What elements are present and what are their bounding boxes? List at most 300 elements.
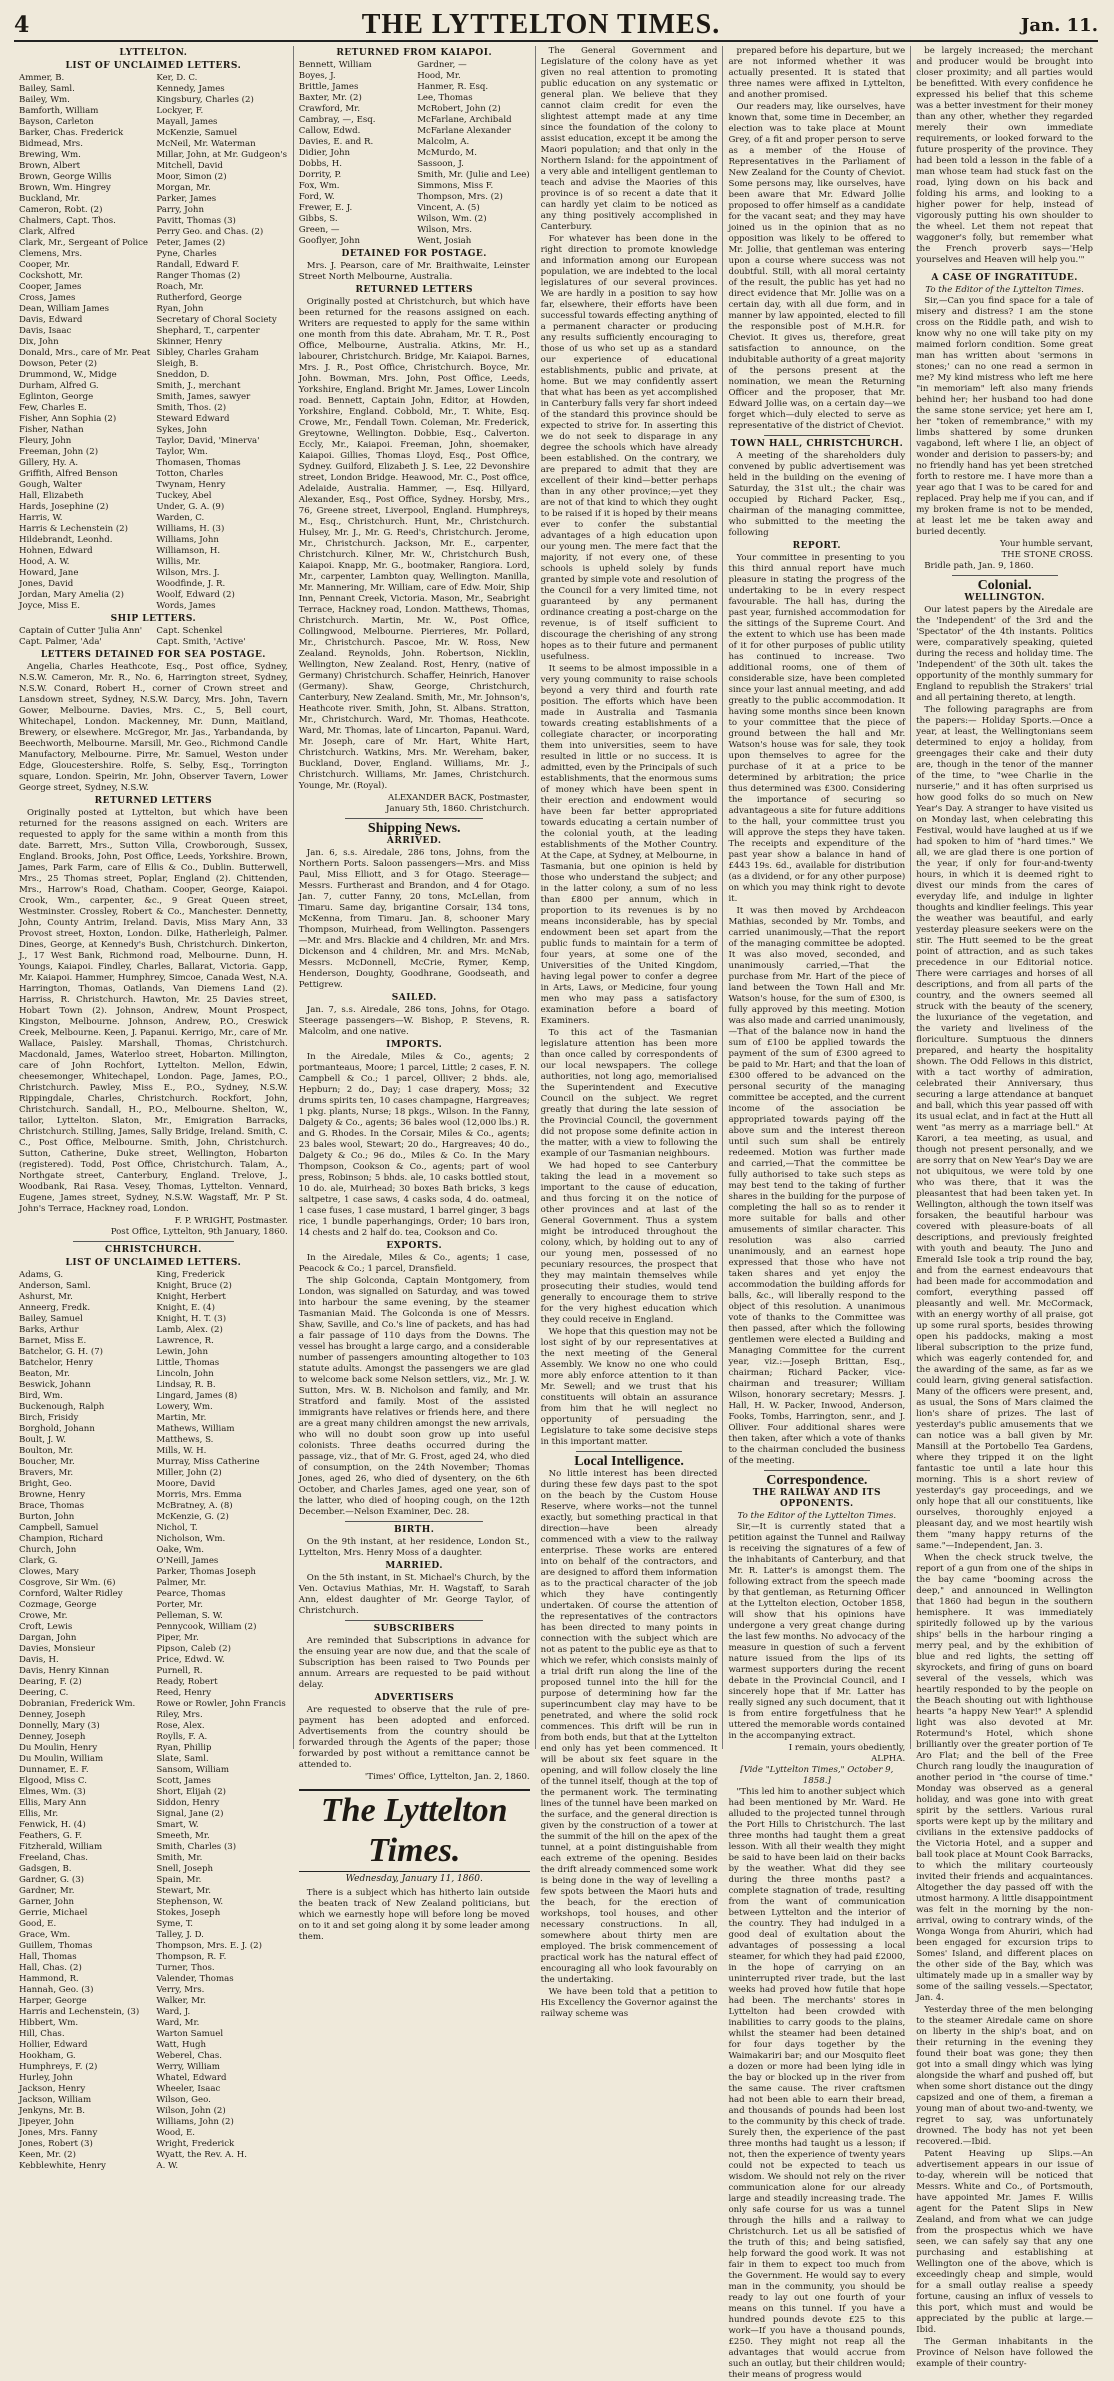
list-item: Warden, C. (156, 513, 205, 523)
list-item: Anneerg, Fredk. (19, 1303, 91, 1313)
list-item: Bailey, Wm. (19, 95, 70, 105)
list-item: Secretary of Choral Society (156, 315, 277, 325)
sailed-text: Jan. 7, s.s. Airedale, 286 tons, Johns, for Otago. Steerage passengers—W. Bishop, P. Stevens, R. Malcolm, and one native. (298, 1005, 530, 1037)
list-item: Knight, Herbert (156, 1292, 226, 1302)
advertisers-text: Are requested to observe that the rule of pre-payment has been adopted and enforced. Advertisements from the country should be forwarded through the Agents of the paper; those forwarded by post without a remittance cannot be attended to. (298, 1705, 530, 1770)
section-heading: LYTTELTON. (119, 48, 188, 58)
column-4 (723, 46, 911, 2380)
list-item: Sneddon, D. (156, 370, 210, 380)
list-item: Boulton, Mr. (19, 1446, 74, 1456)
list-item: Bright, Geo. (19, 1479, 72, 1489)
list-item: Hohnen, Edward (19, 546, 93, 556)
list-item: Buckenough, Ralph (19, 1402, 105, 1412)
list-item: Wilson, Geo. (156, 2095, 211, 2105)
list-item: Hall, Thomas (19, 1952, 77, 1962)
list-item: Elmes, Wm. (3) (19, 1787, 86, 1797)
christchurch-letters-list (19, 1270, 288, 2172)
list-item: Beaton, Mr. (19, 1369, 70, 1379)
section-subheading: BIRTH. (393, 1525, 435, 1535)
list-item: Hildebrandt, Leonhd. (19, 535, 113, 545)
section-subheading: EXPORTS. (386, 1241, 443, 1251)
list-item: Wright, Frederick (156, 2139, 235, 2149)
list-item: Martin, Mr. (156, 1413, 207, 1423)
list-item: Hurley, John (19, 2073, 73, 2083)
list-item: Davies, E. and R. (298, 137, 374, 147)
list-item: Brewing, Wm. (19, 150, 81, 160)
list-item: King, Frederick (156, 1270, 225, 1280)
section-heading: A CASE OF INGRATITUDE. (931, 273, 1078, 283)
list-item: Rose, Alex. (156, 1721, 205, 1731)
list-item: McKenzie, Samuel (156, 128, 238, 138)
list-item: Jordan, Mary Amelia (2) (19, 590, 124, 600)
list-item: Purnell, R. (156, 1666, 203, 1676)
list-item: Harris and Lechenstein, (3) (19, 2007, 140, 2017)
list-item: Hood, Mr. (417, 71, 461, 81)
list-item: Cozmage, George (19, 1600, 97, 1610)
list-item: Du Moulin, William (19, 1754, 104, 1764)
editorial-paragraph: It seems to be almost impossible in a very young community to raise schools beyond a very third and fourth rate position. The efforts which have been made in Australia and Tasmania towards creating establishments of a collegiate character, or incorporating them into universities, seem to have resulted in little or no success. It is admitted, even by the Principals of such establishments, that the enormous sums of money which have been spent in their erection and endowment would have been far better appropriated towards educating a certain number of the colonial youth, at the leading establishments of the Mother Country. At the Cape, at Sydney, at Melbourne, in Tasmania, but one opinion is held by those who understand the subject; and in the latter colony, a sum of no less than £800 per annum, which in proportion to its revenues is by no means inconsiderable, has by special endowment been set apart from the public funds to maintain for a term of four years, at some one of the Universities of the United Kingdom, having legal power to confer a degree in Arts, Laws, or Medicine, four young men who may pass a satisfactory examination before a board of Examiners. (540, 664, 718, 1026)
list-item: Ellis, Mr. (19, 1809, 59, 1819)
list-item: Sansom, William (156, 1765, 230, 1775)
list-item: Harris, W. (19, 513, 63, 523)
list-item: Lamb, Alex. (2) (156, 1325, 223, 1335)
list-item: Brace, Thomas (19, 1501, 85, 1511)
list-item: Gadsgen, B. (19, 1864, 72, 1874)
list-item: Nichol, T. (156, 1523, 198, 1533)
list-item: McBratney, A. (8) (156, 1501, 233, 1511)
list-item: Parker, Thomas Joseph (156, 1567, 256, 1577)
newspaper-title: THE LYTTELTON TIMES. (361, 9, 721, 40)
list-item: Lowery, Wm. (156, 1402, 213, 1412)
divider (345, 1521, 484, 1522)
page-number: 4 (14, 12, 30, 38)
list-item: Brown, Wm. Hingrey (19, 183, 111, 193)
list-item: Morgan, Mr. (156, 183, 211, 193)
exports-text: In the Airedale, Miles & Co., agents; 1 case, Peacock & Co.; 1 parcel, Dransfield. (298, 1253, 530, 1274)
list-item: Crawford, Mr. (298, 104, 361, 114)
list-item: Little, Thomas (156, 1358, 220, 1368)
divider (345, 818, 484, 819)
list-item: Went, Josiah (417, 236, 472, 246)
subscribers-text: Are reminded that Subscriptions in advance for the ensuing year are now due, and that the scale of Subscription has been raised to Two Pounds per annum. Arrears are requested to be paid without delay. (298, 1636, 530, 1690)
list-item: Eglinton, George (19, 392, 94, 402)
issue-date: Jan. 11. (1020, 14, 1098, 36)
list-item: McFarlane, Archibald (417, 115, 512, 125)
list-item: Hollier, Edward (19, 2040, 88, 2050)
list-item: Parker, James (156, 194, 217, 204)
list-item: Davies, Monsieur (19, 1644, 95, 1654)
list-item: Clowes, Mary (19, 1567, 79, 1577)
list-item: Pearce, Thomas (156, 1589, 226, 1599)
list-item: Jones, David (19, 579, 74, 589)
list-item: Cambray, —, Esq. (298, 115, 376, 125)
list-item: Boult, J. W. (19, 1435, 66, 1445)
letter-salutation: To the Editor of the Lyttelton Times. (925, 285, 1084, 295)
list-item: Dunnamer, E. F. (19, 1765, 89, 1775)
column-1 (14, 46, 294, 2171)
list-item: Donnelly, Mary (3) (19, 1721, 100, 1731)
list-item: Clemens, Mrs. (19, 249, 83, 259)
list-item: Crowe, Mr. (19, 1611, 68, 1621)
list-item: Siddon, Henry (156, 1798, 220, 1808)
letter-closing: Your humble servant, (999, 539, 1093, 549)
list-item: Clark, G. (19, 1556, 58, 1566)
list-item: Dobbs, H. (298, 159, 342, 169)
list-item: Humphreys, F. (2) (19, 2062, 98, 2072)
list-item: Smith, Mr. (Julie and Lee) (417, 170, 530, 180)
list-item: Short, Elijah (2) (156, 1787, 227, 1797)
list-item: Davis, Isaac (19, 326, 72, 336)
editorial-paragraph: To this act of the Tasmanian legislature attention has been more than once called by correspondents of our local newspapers. The college authorities, not long ago, memorialised the Superintendent and Executive Council on the subject. We regret greatly that during the late session of the Provincial Council, the government did not propose some definite action in the matter, with a view to following the example of our Tasmanian neighbours. (540, 1028, 718, 1159)
section-heading: RETURNED FROM KAIAPOI. (336, 48, 493, 58)
list-item: Malcolm, A. (417, 137, 470, 147)
list-item: Verry, Mrs. (156, 1985, 205, 1995)
list-item: Capt. Smith, 'Active' (156, 637, 246, 647)
list-item: Murray, Miss Catherine (156, 1457, 260, 1467)
list-item: Gardner, Mr. (19, 1886, 75, 1896)
section-subheading: ADVERTISERS (374, 1693, 454, 1703)
list-item: Mathews, William (156, 1424, 235, 1434)
shipping-heading: Shipping News. (367, 821, 461, 836)
list-item: Borghold, Johann (19, 1424, 95, 1434)
birth-text: On the 9th instant, at her residence, London St., Lyttelton, Mrs. Henry Moss of a daughter. (298, 1537, 530, 1558)
list-item: Willis, Mr. (156, 557, 201, 567)
list-item: Wheeler, Isaac (156, 2084, 221, 2094)
list-item: Mitchell, David (156, 161, 223, 171)
signature: F. P. WRIGHT, Postmaster. (174, 1216, 288, 1226)
list-item: Nicholson, Wm. (156, 1534, 226, 1544)
list-item: Keen, Mr. (2) (19, 2150, 76, 2160)
column-2 (294, 46, 536, 1942)
list-item: Barnet, Miss E. (19, 1336, 87, 1346)
list-item: Spain, Mr. (156, 1875, 202, 1885)
section-heading: LETTERS DETAINED FOR SEA POSTAGE. (40, 650, 266, 660)
list-item: Mayall, James (156, 117, 218, 127)
signature: ALEXANDER BACK, Postmaster, (387, 793, 530, 803)
citation: [Vide "Lyttelton Times," October 9, 1858.] (740, 1765, 894, 1786)
list-item: Wyatt, the Rev. A. H. (156, 2150, 247, 2160)
list-item: Pavitt, Thomas (3) (156, 216, 236, 226)
list-item: Dowson, Peter (2) (19, 359, 98, 369)
list-item: Weberel, Chas. (156, 2051, 222, 2061)
list-item: Roach, Mr. (156, 282, 204, 292)
list-item: Williams, H. (3) (156, 524, 225, 534)
list-item: Pennycook, William (2) (156, 1622, 257, 1632)
list-item: Feathers, G. F. (19, 1831, 83, 1841)
list-item: Slate, Saml. (156, 1754, 209, 1764)
divider (764, 435, 870, 436)
list-item: Parry, John (156, 205, 204, 215)
list-item: Ford, W. (298, 192, 335, 202)
list-item: Gardner, — (417, 60, 467, 70)
list-item: Gillery, Hy. A. (19, 458, 79, 468)
list-item: Knight, H. T. (3) (156, 1314, 227, 1324)
colonial-text: Patent Heaving up Slips.—An advertisement appears in our issue of to-day, wherein will be noticed that Messrs. White and Co., of Portsmouth, have appointed Mr. James F. Willis agent for the Patent Slips in New Zealand, and from what we can judge from the prospectus which we have seen, we can safely say that any one purchasing and establishing at Wellington one of the above, which is exceedingly cheap and simple, would for a small outlay realise a speedy fortune, causing an influx of vessels to this port, which must and would be appreciated by the public at large.—Ibid. (916, 2149, 1093, 2335)
list-item: Ammer, B. (19, 73, 65, 83)
section-heading: TOWN HALL, CHRISTCHURCH. (730, 439, 904, 449)
list-item: Hall, Chas. (2) (19, 1963, 82, 1973)
list-item: Jones, Mrs. Fanny (19, 2128, 98, 2138)
divider (73, 1241, 234, 1242)
list-item: Capt. Schenkel (156, 626, 223, 636)
list-item: Brown, Albert (19, 161, 81, 171)
list-item: Birch, Frisidy (19, 1413, 79, 1423)
section-subheading: IMPORTS. (386, 1040, 443, 1050)
list-item: Hammond, R. (19, 1974, 79, 1984)
list-item: Millar, John, at Mr. Gudgeon's (156, 150, 288, 160)
correspondence-heading: Correspondence. (766, 1473, 868, 1488)
list-item: Lewin, John (156, 1347, 208, 1357)
list-item: Fisher, Nathan (19, 425, 84, 435)
list-item: Talley, J. D. (156, 1930, 204, 1940)
list-item: Williamson, H. (156, 546, 221, 556)
detained-postage-text: Mrs. J. Pearson, care of Mr. Braithwaite, Leinster Street North Melbourne, Australia. (298, 261, 530, 282)
arrived-text: Jan. 6, s.s. Airedale, 286 tons, Johns, from the Northern Ports. Saloon passengers—Mrs. and Miss Paul, Miss Elliott, and 3 for Otago. Steerage—Messrs. Furtherast and Brandon, and 4 for Otago. Jan. 7, cutter Fanny, 20 tons, McLellan, from Timaru. Same day, brigantine Corsair, 134 tons, McKenna, from Timaru. Jan. 8, schooner Mary Thompson, Muirhead, from Wellington. Passengers—Mr. and Mrs. Blackie and 4 children, Mr. and Mrs. Dickenson and 4 children, Mr. and Mrs. McNab, Messrs. McDonnell, McCrie, Rymer, Kemp, Henderson, Doughty, Goodhrane, Goodseath, and Pettigrew. (298, 848, 530, 990)
list-item: Ward, J. (156, 2007, 191, 2017)
list-item: Baxter, Mr. (2) (298, 93, 362, 103)
list-item: Barks, Arthur (19, 1325, 79, 1335)
list-item: Dix, John (19, 337, 59, 347)
list-item: Ker, D. C. (156, 73, 198, 83)
list-item: Smith, James, sawyer (156, 392, 251, 402)
list-item: A. W. (156, 2161, 179, 2171)
section-subheading: SAILED. (391, 993, 437, 1003)
list-item: Dorrity, P. (298, 170, 342, 180)
list-item: Gooflyer, John (298, 236, 360, 246)
list-item: Denney, Joseph (19, 1732, 86, 1742)
list-item: Miller, John (2) (156, 1468, 222, 1478)
list-item: Church, John (19, 1545, 77, 1555)
list-item: Du Moulin, Henry (19, 1743, 98, 1753)
list-item: Rutherford, George (156, 293, 242, 303)
list-item: Smith, Charles (3) (156, 1842, 237, 1852)
section-heading: RETURNED LETTERS (94, 796, 213, 806)
list-item: Chalmers, Capt. Thos. (19, 216, 116, 226)
list-item: Warton Samuel (156, 2029, 224, 2039)
list-item: Sibley, Charles Graham (156, 348, 259, 358)
list-item: Hannah, Geo. (3) (19, 1985, 94, 1995)
local-intelligence-heading: Local Intelligence. (574, 1454, 684, 1469)
list-item: Wilson, John (2) (156, 2106, 226, 2116)
list-item: Kebblewhite, Henry (19, 2161, 106, 2171)
section-subheading: MARRIED. (385, 1561, 444, 1571)
married-text: On the 5th instant, in St. Michael's Church, by the Ven. Octavius Mathias, Mr. H. Wagstaff, to Sarah Ann, eldest daughter of Mr. George Taylor, of Christchurch. (298, 1573, 530, 1616)
section-heading: CHRISTCHURCH. (104, 1245, 202, 1255)
list-item: Moore, David (156, 1479, 216, 1489)
list-item: Davis, H. (19, 1655, 59, 1665)
list-item: Thompson, Mrs. E. J. (2) (156, 1941, 262, 1951)
list-item: Champion, Richard (19, 1534, 104, 1544)
list-item: Wilson, Mrs. J. (156, 568, 220, 578)
banner-title: The Lyttelton Times. (299, 1789, 530, 1872)
editorial-text: There is a subject which has hitherto lain outside the beaten track of New Zealand politicians, but which we earnestly hope will before long be moved on to it and set going along it by some leader among them. (298, 1888, 530, 1942)
quoted-text: "This led him to another subject which had been mentioned by Mr. Ward. He alluded to the projected tunnel through the Port Hills to Christchurch. The last three months had taught them a great lesson. With all their wealth they might be said to have been laid on their backs by the weather. What did they see during the three months past? a complete stagnation of trade, resulting from the want of communication between Lyttelton and the interior of the country. They had indulged in a good deal of exultation about the advantages of possessing a local steamer, for which they had paid £2000, in the hope of carrying on an uninterrupted river trade, but the last weeks had proved how futile that hope had been. The merchants' stores in Lyttelton had been crowded with inabilities to carry goods to the plains, whilst the steamer had been detained for four days together by the Waimakariri bar; and our Mosquito fleet a dozen or more had been lying idle in the bay or blocked up in the river from the same cause. The river craftsmen had not been able to earn their bread, and thousands of pounds had been lost to the community by this check of trade. Surely then, the experience of the past three months had taught us a lesson; if not, then the experience of twenty years could not be expected to teach us wisdom. We should not rely on the river communication alone for our already large and steadily increasing trade. The only safe course for us was a tunnel through the hills and a railway to Christchurch. Let us all be satisfied of the truth of this; and being satisfied, help forward the good work. It was not fair in them to expect too much from the Government. He would say to every man in the community, you should be ready to lay out one fourth of your means on this tunnel. If you have a hundred pounds devote £25 to this work—If you have a thousand pounds, £250. They might not reap all the advantages that would accrue from such an outlay, but their children would; their means of progress would (728, 1787, 906, 2380)
list-item: Jenkyns, Mr. B. (19, 2106, 86, 2116)
letter-signature: THE STONE CROSS. (1001, 550, 1093, 560)
list-item: Price, Edwd. W. (156, 1655, 225, 1665)
list-item: Wilson, Mrs. (417, 225, 473, 235)
list-item: Pipson, Caleb (2) (156, 1644, 231, 1654)
list-item: Bamforth, William (19, 106, 99, 116)
list-item: Donald, Mrs., care of Mr. Peat (19, 348, 151, 358)
list-item: Bird, Wm. (19, 1391, 63, 1401)
list-item: Elgood, Miss C. (19, 1776, 87, 1786)
list-item: Batchelor, Henry (19, 1358, 93, 1368)
list-item: Howard, Jane (19, 568, 79, 578)
list-item: Stokes, Joseph (156, 1908, 221, 1918)
list-item: Williams, John (156, 535, 219, 545)
list-item: Lockyer, F. (156, 106, 204, 116)
list-item: Fenwick, H. (4) (19, 1820, 86, 1830)
list-item: Ashurst, Mr. (19, 1292, 73, 1302)
section-subheading: ARRIVED. (386, 836, 442, 846)
list-item: Rowe or Rowler, John Francis (156, 1699, 286, 1709)
list-item: Bennett, William (298, 60, 372, 70)
list-item: Cornford, Walter Ridley (19, 1589, 123, 1599)
list-item: Deering, C. (19, 1688, 69, 1698)
list-item: Steward Edward (156, 414, 230, 424)
list-item: Lee, Thomas (417, 93, 473, 103)
list-item: Skinner, Henry (156, 337, 223, 347)
list-item: Captain of Cutter 'Julia Ann' (19, 626, 143, 636)
list-item: Taylor, David, 'Minerva' (156, 436, 260, 446)
motions-text: It was then moved by Archdeacon Mathias, seconded by Mr. Tombs, and carried unanimously,—That the report of the managing committee be adopted. It was also moved, seconded, and unanimously carried,—That the purchase from Mr. Hart of the piece of land between the Town Hall and Mr. Watson's house, for the sum of £300, is fully approved by this meeting. Motion was also made and carried unanimously,—That of the balance now in hand the sum of £100 be applied towards the payment of the sum of £300 agreed to be paid to Mr. Hart; and that the loan of £300 offered to be advanced on the personal security of the managing committee be accepted, and the current income of the association be appropriated towards paying off the above sum and the interest thereon until such sum shall be entirely redeemed. Motion was further made and carried,—That the committee be fully authorised to take such steps as may best tend to the taking of further shares in the building for the purpose of completing the hall so as to render it more suitable for balls and other amusements of similar character. This resolution was also carried unanimously, and an earnest hope expressed that those who have not taken shares and yet enjoy the accommodation the building affords for balls, &c., will liberally respond to the object of this resolution. A unanimous vote of thanks to the Committee was then passed, after which the following gentlemen were elected a Building and Managing Committee for the current year, viz.:—Joseph Brittan, Esq., chairman; Richard Packer, vice-chairman and treasurer; William Wilson, honorary secretary; Messrs. J. Hall, H. W. Packer, Inwood, Anderson, Fooks, Tombs, Harrington, senr., and J. Olliver. Four additional shares were then taken, after which a vote of thanks to the chairman concluded the business of the meeting. (728, 906, 906, 1466)
list-item: Ryan, John (156, 304, 204, 314)
list-item: Few, Charles E. (19, 403, 87, 413)
list-item: Jones, Robert (3) (19, 2139, 93, 2149)
list-item: Snell, Joseph (156, 1864, 214, 1874)
golconda-text: The ship Golconda, Captain Montgomery, from London, was signalled on Saturday, and was towed into harbour the same evening, by the steamer Tasmanian Maid. The Golconda is one of Messrs. Shaw, Saville, and Co.'s line of packets, and has had a fair passage of 110 days from the Downs. The vessel has brought a large cargo, and a considerable number of passengers amounting altogether to 103 statute adults. Amongst the passengers we are glad to welcome back some Nelson settlers, viz., Mr. J. W. Sutton, Mrs. W. B. Nicholson and family, and Mr. Stratford and family. Most of the assisted immigrants have relatives or friends here, and there are a great many children amongst the new arrivals, who will no doubt soon grow up into useful colonists. Three deaths occurred during the passage, viz., that of Mr. G. Frost, aged 24, who died of consumption, on the 24th November; Thomas Jones, aged 26, who died of dysentery, on the 6th October, and Charles James, aged one year, son of the latter, who died of hooping cough, on the 12th December.—Nelson Examiner, Dec. 28. (298, 1276, 530, 1517)
list-item: Stephenson, W. (156, 1897, 224, 1907)
list-item: Walker, Mr. (156, 1996, 206, 2006)
list-item: Stewart, Mr. (156, 1886, 212, 1896)
letter-text: Sir,—Can you find space for a tale of misery and distress? I am the stone cross on the Riddle path, and wish to know why no one will take pity on my maimed forlorn condition. Some great man has written about 'sermons in stones;' can no one read a sermon in me? My kind mistress who left me here "in memoriam" left also many friends behind her; her husband too had done the same stone service; yet here am I, her "token of remembrance," with my limbs shattered by some drunken vagabond, left where I lie, an object of wonder and derision to passers-by; and no friendly hand has yet been stretched forth to restore me. I have more than a year ago that I was to be cared for and replaced. Pray help me if you can, and if my broken frame is not to be mended, at least let me be taken away and buried decently. (916, 296, 1093, 537)
list-item: Scott, James (156, 1776, 211, 1786)
list-item: Lindsay, R. B. (156, 1380, 216, 1390)
town-hall-text: A meeting of the shareholders duly convened by public advertisement was held in the building on the evening of Saturday, the 31st ult.; the chair was occupied by Richard Packer, Esq., chairman of the managing committee, who submitted to the meeting the following (728, 451, 906, 538)
list-item: Durham, Alfred G. (19, 381, 99, 391)
list-item: Burton, John (19, 1512, 75, 1522)
list-item: Vincent, A. (5) (417, 203, 480, 213)
section-subheading: LIST OF UNCLAIMED LETTERS. (65, 1258, 242, 1268)
list-item: Fox, Wm. (298, 181, 340, 191)
list-item: Knight, E. (4) (156, 1303, 215, 1313)
list-item: Randall, Edward F. (156, 260, 240, 270)
list-item: Hill, Chas. (19, 2029, 65, 2039)
list-item: Clark, Mr., Sergeant of Police (19, 238, 148, 248)
list-item: Batchelor, G. H. (7) (19, 1347, 104, 1357)
list-item: Oake, Wm. (156, 1545, 205, 1555)
signature: 'Times' Office, Lyttelton, Jan. 2, 1860. (364, 1772, 530, 1782)
column-5 (911, 46, 1098, 2369)
divider (952, 269, 1058, 270)
list-item: Lingard, James (8) (156, 1391, 238, 1401)
list-item: Hood, A. W. (19, 557, 70, 567)
list-item: McFarlane Alexander (417, 126, 511, 136)
quoted-text: be largely increased; the merchant and producer would be brought into closer proximity; and all parties would be benefitted. With every confidence he expressed his belief that this scheme was a better investment for their money than any other, whether they regarded merely their own immediate requirements, or looked forward to the future prosperity of the province. They had been told a lesson in the fable of a man whose team had stuck fast on the road, lying down on his back and folding his arms, and looking to a higher power for help, instead of vigorously putting his own shoulder to the wheel. Let them not repeat that waggoner's folly, but remember what the French proverb says—'Help yourselves and Heaven will help you.'" (916, 46, 1093, 265)
detained-letters-text: Angelia, Charles Heathcote, Esq., Post office, Sydney, N.S.W. Cameron, Mr. R., No. 6, Harrington street, Sydney, N.S.W. Conard, Robert H., corner of Crown street and Lansdown street, Sydney, N.S.W. Darcy, Mrs. John, Tavern Gower, Melbourne. Davies, Mrs. C., 5, Bell court, Whitechapel, London. Mackenney, Mr. Dunn, Maitland, Brewery, or elsewhere. McGregor, Mr. Jas., Yarbandanda, by Beechworth, Melbourne. Marsill, Mr. Geo., Richmond Candle Manufactory, Melbourne. Pirre, Mr. Samuel, Weston under Edge, Gloucestershire. Rolfe, S. Selby, Esq., Torrington square, London. Speirin, Mr. John, Observer Tavern, Lower George street, Sydney, N.S.W. (19, 662, 288, 793)
list-item: O'Neill, James (156, 1556, 219, 1566)
list-item: Drummond, W., Midge (19, 370, 117, 380)
list-item: Cockshott, Mr. (19, 271, 83, 281)
colonial-heading: Colonial. (977, 578, 1032, 593)
list-item: Ranger Thomas (2) (156, 271, 241, 281)
list-item: Werry, William (156, 2062, 220, 2072)
list-item: Hookham, G. (19, 2051, 76, 2061)
list-item: Bailey, Samuel (19, 1314, 83, 1324)
letter-text: Sir,—It is currently stated that a petition against the Tunnel and Railway is receiving the signatures of a few of the inhabitants of Canterbury, and that Mr. R. Latter's is amongst them. The following extract from the speech made by that gentleman, as Returning Officer at the Lyttelton election, October 1858, will show that his opinions have undergone a very great change during the last few months. No advocacy of the measure in question of such a fervent nature issued from the lips of its warmest supporters during the recent debate in the Provincial Council, and I sincerely hope that if Mr. Latter has really signed any such document, that it is from entire forgetfulness that he uttered the memorable words contained in the accompanying extract. (728, 1522, 906, 1741)
list-item: Ryan, Phillip (156, 1743, 212, 1753)
list-item: Pyne, Charles (156, 249, 217, 259)
list-item: Woolf, Edward (2) (156, 590, 235, 600)
divider (576, 1451, 682, 1452)
list-item: Cooper, Mr. (19, 260, 70, 270)
list-item: Turner, Thos. (156, 1963, 215, 1973)
ship-letters-list (19, 626, 288, 648)
colonial-text: The German inhabitants in the Province of Nelson have followed the example of their country- (916, 2337, 1093, 2369)
colonial-text: The following paragraphs are from the papers:— Holiday Sports.—Once a year, at least, the Wellingtonians seem determined to enjoy a holiday, from greengages their cake and their duty are, though in the tenor of the manner of the time, to "wee Charlie in the nurserie," and it has often surprised us how good folks do so much on New Year's Day. A stranger to have visited us on Monday last, when celebrating this Festival, would have laughed at us if we had spoken to him of "hard times." We all, we are glad there is one portion of the year, if only for four-and-twenty hours, in which it is deemed right to divest our minds from the cares of everyday life, and indulge in lighter thoughts and kindlier feelings. This year the weather was beautiful, and early yesterday pleasure seekers were on the stir. The Hutt seemed to be the great point of attraction, and as such takes precedence in our Editorial notice. There were carriages and horses of all descriptions, and from all parts of the country, and the owners seemed all struck with the beauty of the scenery, the luxuriance of the vegetation, and the variety and liveliness of the floriculture. Sumptuous the dinners prepared, and hearty the hospitality shown. The Odd Fellows in this district, with a tact worthy of admiration, celebrated their Anniversary, thus securing a large attendance at banquet and ball, which this year passed off with its usual eclat, and in fact at the Hutt all went "as merry as a marriage bell." At Karori, a tea meeting, as usual, and though not present personally, and we are sorry that on New Year's Day we are not ubiquitous, we were told by one who was there, that it was the pleasantest that had been taken yet. In Wellington, although the town itself was forsaken, the beautiful harbour was covered with pleasure-boats of all descriptions, and previously freighted with youth and beauty. The Juno and Emerald Isle took a trip round the bay, and from the earnest endeavours that had been made for accommodation and comfort, everything passed off pleasantly and well. Mr. McCormack, with an energy worthy of all praise, got up some rural sports, besides throwing open his paddocks, making a most liberal subscription to the prize fund, which was eagerly contended for, and the awarding of the same, as far as we could learn, giving general satisfaction. Many of the officers were present, and, as usual, the Sons of Mars claimed the lion's share of prizes. The last of yesterday's public amusements that we can notice was a ball given by Mr. Mansill at the Portobello Tea Gardens, where they tripped it on the light fantastic toe until a late hour this morning. This is a short review of yesterday's gay proceedings, and we only hope that all our constituents, like ourselves, thoroughly enjoyed a pleasant day, and we most heartily wish them "many happy returns of the same."—Independent, Jan. 3. (916, 705, 1093, 1551)
list-item: Dean, William James (19, 304, 109, 314)
article-paragraph: Our readers may, like ourselves, have known that, some time in December, an election was to take place at Mount Grey, of a fit and proper person to serve as a member of the House of Representatives in the Parliament of New Zealand for the County of Cheviot. Some persons may, like ourselves, have been aware that Mr. Edward Jollie proposed to offer himself as a candidate for the vacant seat; and they may have joined us in the opinion that as no opposition was likely to be offered to Mr. Jollie, that gentleman was entering upon a course where success was not doubtful. Still, with all moral certainty of the result, the public has yet had no direct evidence that Mr. Jollie was on a certain day, with all due form, and in manner by law appointed, elected to fill the responsible post of M.H.R. for Cheviot. It gives us, therefore, great satisfaction to announce, on the indubitable authority of a great majority of the persons present at the nomination, we mean the Returning Officer and the proposer, that Mr. Edward Jollie was, on a certain day—we forget which—duly elected to serve as representative of the district of Cheviot. (728, 102, 906, 431)
editorial-paragraph: The General Government and Legislature of the colony have as yet given no real attention to promoting public education on any systematic or general plan. We believe that they cannot claim credit for even the slightest attempt made at any time since the foundation of the colony to assist education, except it be among the Maori population; and that only in the Northern Island: for the appointment of a very able and intelligent gentleman to teach and advise the Maories of this province is of so recent a date that it can hardly yet claim to be noticed as any thing positively accomplished in Canterbury. (540, 46, 718, 232)
list-item: Perry Geo. and Chas. (2) (156, 227, 264, 237)
local-intelligence-text: No little interest has been directed during these few days past to the spot on the beach by the Custom House Reserve, where works—not the tunnel exactly, but something practical in that direction—have been already commenced with a view to the railway enterprise. These works are entered into on behalf of the contractors, and are designed to afford them information as to the practical character of the job which they have contingently undertaken. Of course the attention of the representatives of the contractors has been directed to many points in connection with the subject which are not as patent to the public eye as that to which we refer, which consists mainly of a trial drift run along the line of the proposed tunnel into the hill for the purpose of determining how far the superincumbent clay may have to be penetrated, and where the solid rock commences. This drift will be run in from both ends, but that at the Lyttelton end only has yet been commenced. It will be about six feet square in the opening, and will follow closely the line of the tunnel itself, though at the top of the permanent work. The terminating lines of the tunnel have been marked on the surface, and the general direction is given by the construction of a tower at the summit of the hill on the apex of the tunnel, at a point distinguishable from each extreme of the opening. Besides the drift already commenced some work is being done in the way of levelling a few spots between the Maori huts and the beach, for the erection of workshops, tool houses, and other necessary constructions. In all, somewhere about thirty men are employed. The brisk commencement of practical work has the natural effect of encouraging all who look favourably on the undertaking. (540, 1469, 718, 1985)
list-item: Taylor, Wm. (156, 447, 208, 457)
section-heading: DETAINED FOR POSTAGE. (341, 249, 487, 259)
banner-date: Wednesday, January 11, 1860. (345, 1874, 483, 1884)
returned-letters-text: Originally posted at Christchurch, but which have been returned for the reasons assigned on each. Writers are requested to apply for the same within one month from this date. Abraham, Mr. T. R., Post Office, Melbourne, Australia. Atkins, Mr. H., labourer, Christchurch. Bridge, Mr. Kaiapoi. Barnes, Mrs. J. R., Post Office, Christchurch. Boyce, Mr. John. Bowman, Mrs. John, Post Office, Leeds, Yorkshire, England. Bright Mr. James, Lower Lincoln road. Bennett, Captain John, Editor, at Howden, Yorkshire, England. Cobbold, Mr., T. White, Esq. Crowe, Mr., Fendall Town. Coleman, Mr. Frederick, Greytowne, Wellington. Dobbie, Esq., Calverton. Eccly, Mr., Kaiapoi. Freeman, John, shoemaker, Kaiapoi. Gillies, Thomas Lloyd, Esq., Post Office, Sydney. Guilford, Elizabeth J. S. Lee, 22 Devonshire street, London Bridge. Heawood, Mr. C., Post office, Adelaide, Australia. Hammer, —, Esq. Hillyard, Alexander, Esq., Post Office, Sydney. Horsby, Mrs., 76, Greene street, Liverpool, England. Humphreys, M., Esq., Christchurch. Hunt, Mr., Christchurch. Hulsey, Mr. J., Mr. G. Reed's, Christchurch. Jerome, Mr., Christchurch. Jackson, Mr. E., carpenter, Christchurch. Kilner, Mr. W., Christchurch Bush, Kaiapoi. Knapp, Mr. G., bootmaker, Rangiora. Lord, Mr., carpenter, Lambton quay, Wellington. Manilla, Mr. Mannering, Mr. William, care of Edw. Moir, Ship Inn, Pennant Creek, Victoria. Mason, Mr., Seabright Terrace, Hackney road, London. Matthews, Thomas, Christchurch. Martin, Mr. W., Post Office, Collingwood, Melbourne. Pierrieres, Mr. Pollard, Mr., Christchurch. Pascoe, Mr. W. Ross, New Zealand. Reynolds, John. Robertson, Nicklin, Wellington, New Zealand. Rost, Henry, (native of Germany) Christchurch. Schaffer, Heinrich, Hanover (Germany). Shaw, George, Christchurch, Canterbury, New Zealand. Smith, Mr., Mr. Johnson's, Heathcote river. Smith, John, St. Albans. Stratton, Mr., Christchurch. Ward, Mr. Thomas, Heathcote. Ward, Mr. Thomas, late of Lincarton, Papanui. Ward, Mr. Joseph, care of Mr. Hart, White Hart, Christchurch. Watkins, Mrs. Mr. Wereham, baker, Buckland, Dover, England. Williams, Mr. J., Christchurch. Williams, Mr. James, Christchurch. Younge, Mr. (Royal). (298, 297, 530, 791)
list-item: Hall, Elizabeth (19, 491, 84, 501)
list-item: Smith, Mr. (156, 1853, 203, 1863)
editorial-paragraph: For whatever has been done in the right direction to promote knowledge and information among our European population, we are indebted to the local legislatures of our several provinces. We are hardly in a position to say how far, elsewhere, their efforts have been successful towards effecting anything of a permanent character or producing any results sufficiently encouraging to those of us who set up as a standard our experience of educational establishments, public and private, at home. But we may confidently assert that what has been as yet accomplished in Canterbury falls very far short indeed of the standard this province should be expected to strive for. In asserting this we do not seek to disparage in any degree the schools which have already been established. On the contrary, we are prepared to admit that they are excellent of their kind—better perhaps than in any other province;—yet they are not of that kind to which they ought to be raised if it is hoped by their means ever to confer the substantial advantages of a high education upon our young men. The mere fact that the majority, if not every one, of these schools is upheld solely by funds granted by simple vote and resolution of the Council for a very limited time, not guaranteed by any permanent ordinance creating a post-charge on the revenue, is of itself sufficient to discourage the cherishing of any strong hopes as to their future and permanent usefulness. (540, 234, 718, 662)
list-item: Thompson, Mrs. (2) (417, 192, 503, 202)
list-item: Mills, W. H. (156, 1446, 207, 1456)
list-item: Fisher, Ann Sophia (2) (19, 414, 117, 424)
list-item: Green, — (298, 225, 340, 235)
list-item: Dobranian, Frederick Wm. (19, 1699, 136, 1709)
divider (345, 1620, 484, 1621)
list-item: Beswick, Johann (19, 1380, 91, 1390)
list-item: Williams, John (2) (156, 2117, 234, 2127)
list-item: Cooper, James (19, 282, 82, 292)
list-item: Gardner, G. (3) (19, 1875, 85, 1885)
list-item: Wood, E. (156, 2128, 195, 2138)
list-item: Riley, Mrs. (156, 1710, 203, 1720)
letter-signature: ALPHA. (871, 1754, 906, 1764)
divider (952, 575, 1058, 576)
list-item: Brittle, James (298, 82, 359, 92)
signature-date: Post Office, Lyttelton, 9th January, 1860. (110, 1227, 288, 1237)
list-item: Thomasen, Thomas (156, 458, 241, 468)
list-item: Denney, Joseph (19, 1710, 86, 1720)
section-heading: RETURNED LETTERS (355, 285, 473, 295)
local-intelligence-text: We have been told that a petition to His Excellency the Governor against the railway scheme was (540, 1987, 718, 2019)
list-item: McMurdo, M. (417, 148, 477, 158)
list-item: Palmer, Mr. (156, 1578, 207, 1588)
list-item: Sleigh, B. (156, 359, 199, 369)
list-item: Reed, Henry (156, 1688, 212, 1698)
list-item: Garner, John (19, 1897, 75, 1907)
list-item: Watt, Hugh (156, 2040, 207, 2050)
list-item: Croft, Lewis (19, 1622, 73, 1632)
list-item: Sassoon, J. (417, 159, 464, 169)
list-item: Smith, Thos. (2) (156, 403, 227, 413)
list-item: Kennedy, James (156, 84, 225, 94)
editorial-banner (299, 1789, 530, 1885)
list-item: Good, E. (19, 1919, 57, 1929)
list-item: Gibbs, S. (298, 214, 338, 224)
list-item: Lawrence, R. (156, 1336, 214, 1346)
